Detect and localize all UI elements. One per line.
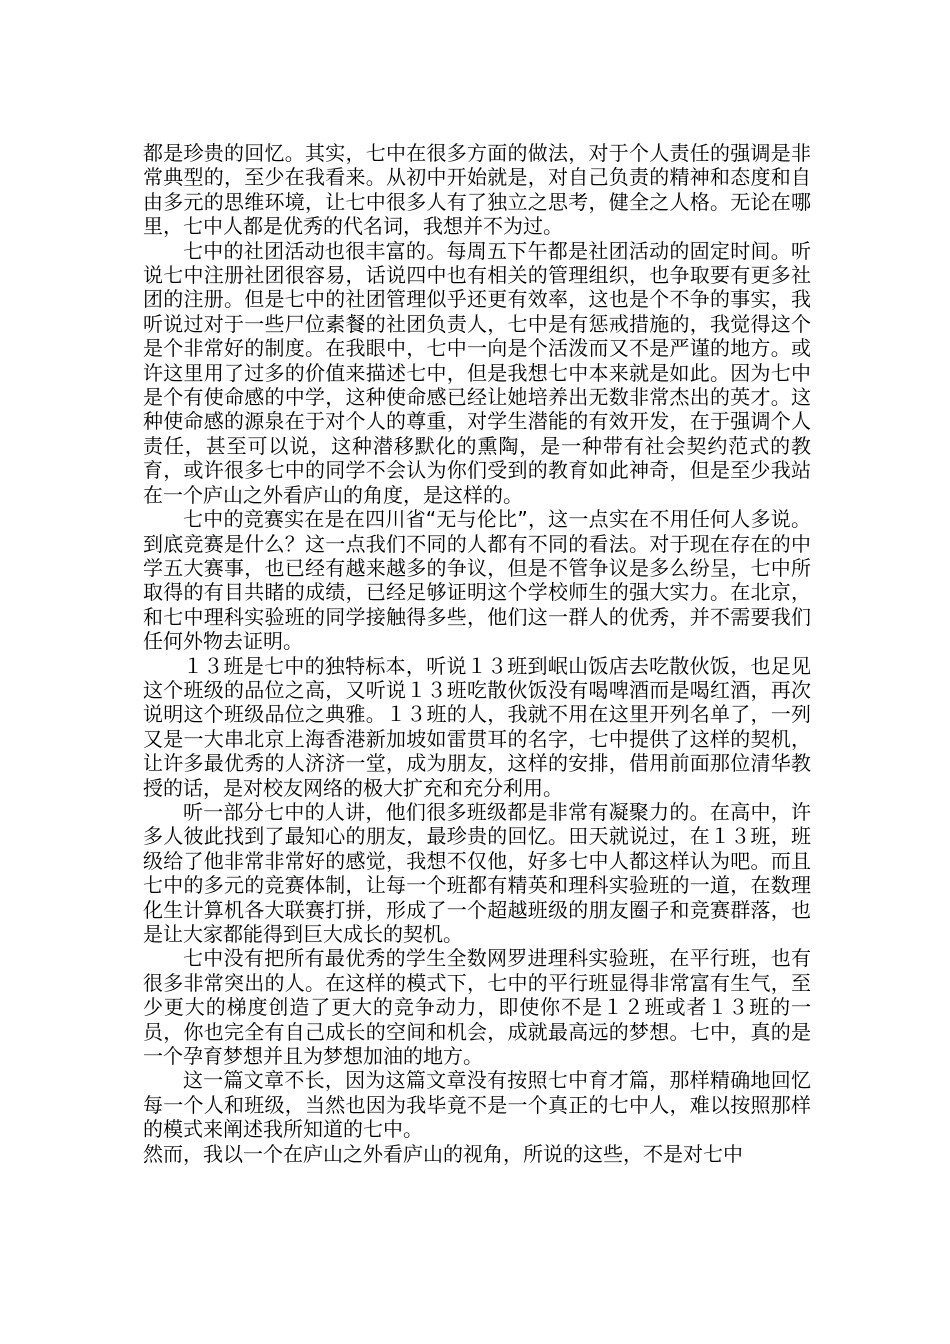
paragraph-4: １３班是七中的独特标本，听说１３班到岷山饭店去吃散伙饭，也足见这个班级的品位之高，又听说１３班吃散伙饭没有喝啤酒而是喝红酒，再次说明这个班级品位之典雅。１３班的人，我就不用在这里开列名单了，一列又是一大串北京上海香港新加坡如雷贯耳的名字，七中提供了这样的契机，让许多最优秀的人济济一堂，成为朋友，这样的安排，借用前面那位清华教授的话，是对校友网络的极大扩充和充分利用。: [143, 653, 811, 800]
paragraph-1: 都是珍贵的回忆。其实，七中在很多方面的做法，对于个人责任的强调是非常典型的，至少在我看来。从初中开始就是，对自己负责的精神和态度和自由多元的思维环境，让七中很多人有了独立之思考，健全之人格。无论在哪里，七中人都是优秀的代名词，我想并不为过。: [143, 141, 811, 239]
paragraph-3: 七中的竞赛实在是在四川省“无与伦比”，这一点实在不用任何人多说。到底竞赛是什么？这一点我们不同的人都有不同的看法。对于现在存在的中学五大赛事，也已经有越来越多的争议，但是不管争议是多么纷呈，七中所取得的有目共睹的成绩，已经足够证明这个学校师生的强大实力。在北京，和七中理科实验班的同学接触得多些，他们这一群人的优秀，并不需要我们任何外物去证明。: [143, 507, 811, 654]
paragraph-5: 听一部分七中的人讲，他们很多班级都是非常有凝聚力的。在高中，许多人彼此找到了最知心的朋友，最珍贵的回忆。田天就说过，在１３班，班级给了他非常非常好的感觉，我想不仅他，好多七中人都这样认为吧。而且七中的多元的竞赛体制，让每一个班都有精英和理科实验班的一道，在数理化生计算机各大联赛打拼，形成了一个超越班级的朋友圈子和竞赛群落，也是让大家都能得到巨大成长的契机。: [143, 799, 811, 946]
document-page: [143, 141, 811, 1166]
paragraph-8: 然而，我以一个在庐山之外看庐山的视角，所说的这些，不是对七中: [143, 1141, 743, 1166]
paragraph-2: 七中的社团活动也很丰富的。每周五下午都是社团活动的固定时间。听说七中注册社团很容易，话说四中也有相关的管理组织，也争取要有更多社团的注册。但是七中的社团管理似乎还更有效率，这也是个不争的事实，我听说过对于一些尸位素餐的社团负责人，七中是有惩戒措施的，我觉得这个是个非常好的制度。在我眼中，七中一向是个活泼而又不是严谨的地方。或许这里用了过多的价值来描述七中，但是我想七中本来就是如此。因为七中是个有使命感的中学，这种使命感已经让她培养出无数非常杰出的英才。这种使命感的源泉在于对个人的尊重，对学生潜能的有效开发，在于强调个人责任，甚至可以说，这种潜移默化的熏陶，是一种带有社会契约范式的教育，或许很多七中的同学不会认为你们受到的教育如此神奇，但是至少我站在一个庐山之外看庐山的角度，是这样的。: [143, 238, 811, 507]
paragraph-7: 这一篇文章不长，因为这篇文章没有按照七中育才篇，那样精确地回忆每一个人和班级，当然也因为我毕竟不是一个真正的七中人，难以按照那样的模式来阐述我所知道的七中。: [143, 1068, 811, 1142]
paragraph-6: 七中没有把所有最优秀的学生全数网罗进理科实验班，在平行班，也有很多非常突出的人。在这样的模式下，七中的平行班显得非常富有生气，至少更大的梯度创造了更大的竞争动力，即使你不是１２班或者１３班的一员，你也完全有自己成长的空间和机会，成就最高远的梦想。七中，真的是一个孕育梦想并且为梦想加油的地方。: [143, 946, 811, 1069]
